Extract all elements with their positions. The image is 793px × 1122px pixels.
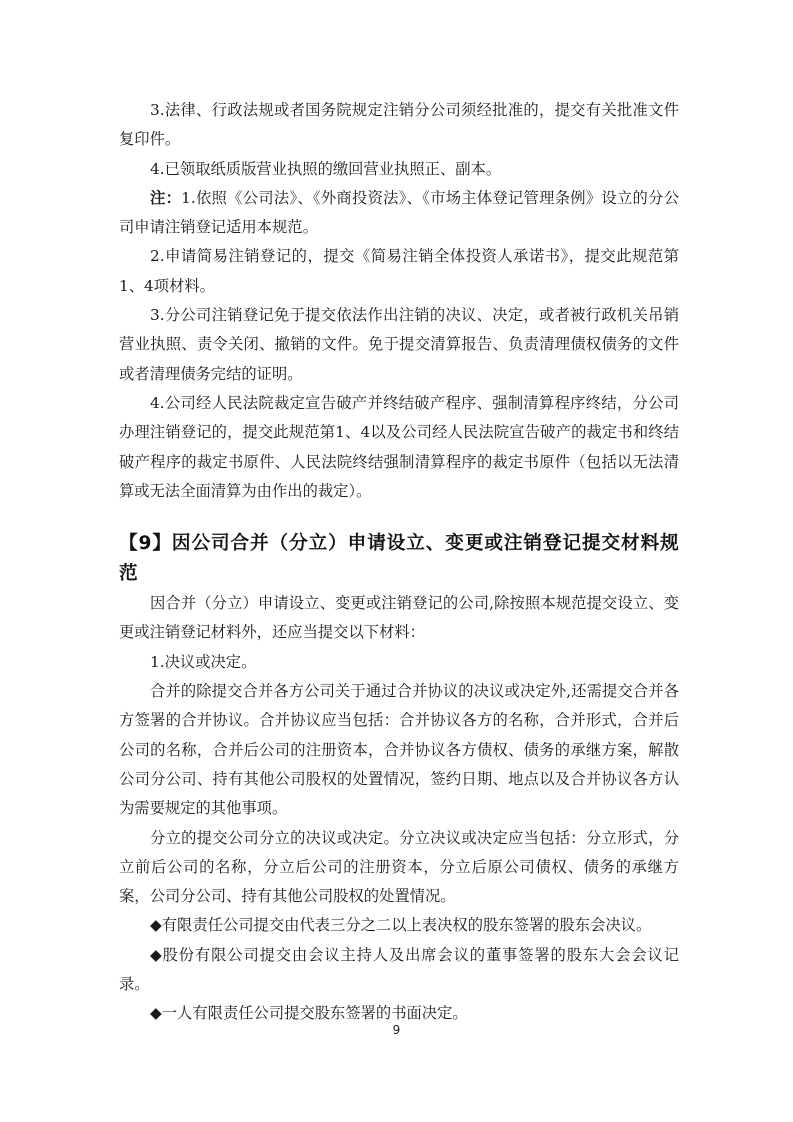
note-item-3: 3.分公司注销登记免于提交依法作出注销的决议、决定，或者被行政机关吊销营业执照、责令关闭、撤销的文件。免于提交清算报告、负责清理债权债务的文件或者清理债务完结的证明。 [119, 306, 679, 383]
note-label: 注： [150, 188, 182, 207]
page-content [119, 96, 679, 1029]
paragraph-return-license: 4.已领取纸质版营业执照的缴回营业执照正、副本。 [150, 159, 502, 178]
section-intro: 因合并（分立）申请设立、变更或注销登记的公司,除按照本规范提交设立、变更或注销登记材料外，还应当提交以下材料： [119, 594, 679, 642]
note-item-2: 2.申请简易注销登记的，提交《简易注销全体投资人承诺书》，提交此规范第1、4项材料。 [119, 247, 679, 295]
paragraph-approval-documents: 3.法律、行政法规或者国务院规定注销分公司须经批准的，提交有关批准文件复印件。 [119, 101, 679, 149]
split-paragraph: 分立的提交公司分立的决议或决定。分立决议或决定应当包括：分立形式，分立前后公司的名称，分立后公司的注册资本，分立后原公司债权、债务的承继方案，公司分公司、持有其他公司股权的处置情况。 [119, 828, 679, 906]
note-item-4: 4.公司经人民法院裁定宣告破产并终结破产程序、强制清算程序终结，分公司办理注销登记的，提交此规范第1、4以及公司经人民法院宣告破产的裁定书和终结破产程序的裁定书原件、人民法院终结强制清算程序的裁定书原件（包括以无法清算或无法全面清算为由作出的裁定）。 [119, 393, 679, 500]
bullet-joint-stock: ◆股份有限公司提交由会议主持人及出席会议的董事签署的股东大会会议记录。 [119, 945, 679, 994]
note-text: 1.依照《公司法》、《外商投资法》、《市场主体登记管理条例》设立的分公司申请注销登记适用本规范。 [119, 188, 679, 237]
merger-paragraph: 合并的除提交合并各方公司关于通过合并协议的决议或决定外,还需提交合并各方签署的合并协议。合并协议应当包括：合并协议各方的名称，合并形式，合并后公司的名称，合并后公司的注册资本，合并协议各方债权、债务的承继方案，解散公司分公司、持有其他公司股权的处置情况，签约日期、地点以及合并协议各方认为需要规定的其他事项。 [119, 682, 679, 818]
page-number: 9 [392, 1023, 401, 1037]
bullet-single-shareholder: ◆一人有限责任公司提交股东签署的书面决定。 [150, 1004, 468, 1023]
bullet-llc: ◆有限责任公司提交由代表三分之二以上表决权的股东签署的股东会决议。 [150, 916, 652, 935]
section-item-1: 1.决议或决定。 [150, 652, 257, 671]
section-heading: 【9】因公司合并（分立）申请设立、变更或注销登记提交材料规范 [119, 533, 679, 584]
note-paragraph [119, 184, 679, 243]
